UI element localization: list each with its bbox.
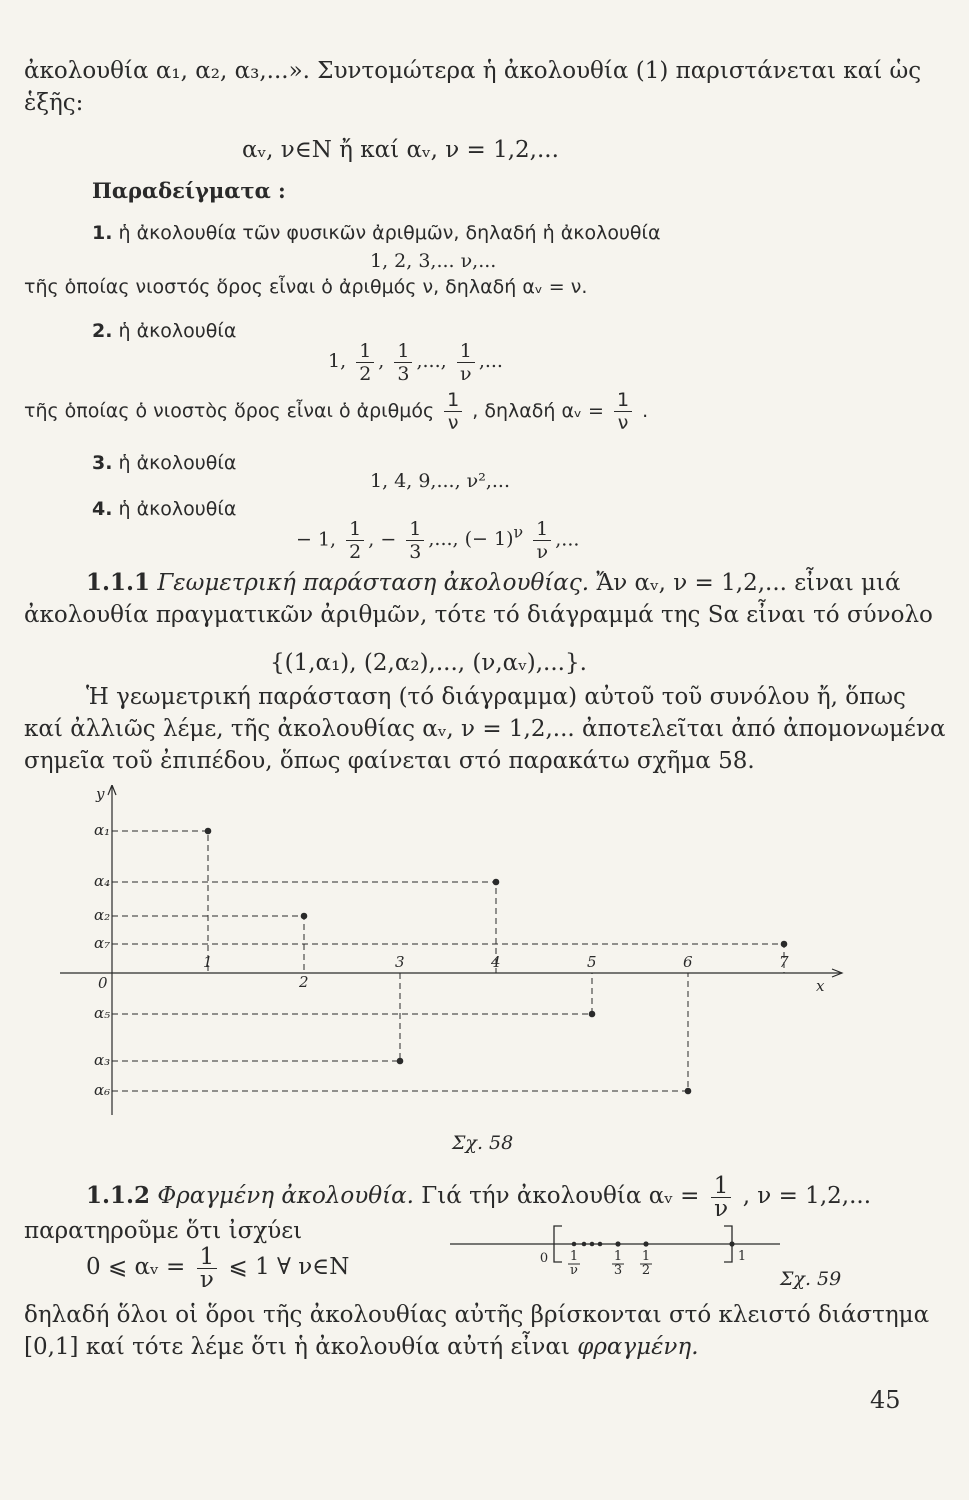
point-7 <box>781 941 788 948</box>
intro-line-1: ἀκολουθία α₁, α₂, α₃,...». Συντομώτερα ἡ ἀκολουθία (1) παριστάνεται καί ὡς <box>24 58 922 84</box>
label-a3: α₃ <box>94 1051 111 1069</box>
y-axis-label: y <box>96 785 105 803</box>
label-a6: α₆ <box>94 1081 111 1099</box>
example-4-text: ἡ ἀκολουθία <box>118 498 237 520</box>
example-2-text-2: τῆς ὁποίας ὁ νιοστὸς ὅρος εἶναι ὁ ἀριθμός $\frac{1}{\nu}$ , δηλαδή αᵥ = $\frac{1}{\nu}$ . <box>24 389 649 434</box>
svg-text:1: 1 <box>569 1249 579 1264</box>
figure-59 <box>450 1218 780 1292</box>
section-2-line-3: δηλαδή ὅλοι οἱ ὅροι τῆς ἀκολουθίας αὐτῆς βρίσκονται στό κλειστό διάστημα <box>24 1302 930 1328</box>
fig59-zero: 0 <box>539 1251 549 1266</box>
point-1 <box>205 828 212 835</box>
fig59-tick-2: 2 <box>641 1263 651 1278</box>
point-2 <box>301 913 308 920</box>
figure-58 <box>60 785 860 1120</box>
example-1 <box>92 218 661 248</box>
section-2-line-1-rest: Γιά τήν ἀκολουθία αᵥ = <box>421 1183 700 1209</box>
example-3-text: ἡ ἀκολουθία <box>118 452 237 474</box>
section-line-1-rest: Ἄν αᵥ, ν = 1,2,... εἶναι μιά <box>596 570 901 596</box>
tick-1: 1 <box>203 953 213 971</box>
example-2-text: ἡ ἀκολουθία <box>118 320 237 342</box>
example-4-sequence: − 1, $\frac{1}{2}$ , − $\frac{1}{3}$ ,..., (− 1)$^\nu$ $\frac{1}{\nu}$ ,... <box>296 517 580 563</box>
label-a4: α₄ <box>94 872 111 890</box>
frac-term: $\frac{1}{\nu}$ <box>444 389 462 434</box>
point-4 <box>493 879 500 886</box>
section-1-1-1-heading <box>86 568 901 598</box>
guide-a1 <box>112 831 208 973</box>
section-title: Γεωμετρική παράσταση ἀκολουθίας. <box>157 570 590 596</box>
example-4 <box>92 494 236 524</box>
frac-a-nu: $\frac{1}{\nu}$ <box>614 389 632 434</box>
section-2-line-4: [0,1] καί τότε λέμε ὅτι ἡ ἀκολουθία αὐτή εἶναι φραγμένη. <box>24 1334 699 1360</box>
tick-4: 4 <box>491 953 501 971</box>
origin-label: 0 <box>98 974 108 992</box>
fig59-one: 1 <box>737 1249 747 1264</box>
label-a7: α₇ <box>94 934 111 952</box>
section-1-set: {(1,α₁), (2,α₂),..., (ν,αᵥ),...}. <box>270 650 587 676</box>
word-bounded: φραγμένη. <box>577 1334 699 1360</box>
example-1-label: 1. <box>92 222 113 244</box>
fig59-tick-nu: ν <box>570 1263 578 1278</box>
figure-59-caption: Σχ. 59 <box>780 1268 842 1290</box>
frac-one-third: $\frac{1}{3}$ <box>394 340 412 385</box>
tick-3: 3 <box>395 953 405 971</box>
label-a1: α₁ <box>94 821 111 839</box>
example-3-sequence: 1, 4, 9,..., ν²,... <box>370 470 510 492</box>
example-2-sequence: 1, $\frac{1}{2}$ , $\frac{1}{3}$ ,..., $\frac{1}{\nu}$ ,... <box>328 339 503 385</box>
examples-heading: Παραδείγματα : <box>92 178 286 203</box>
example-4-label: 4. <box>92 498 113 520</box>
figure-58-caption: Σχ. 58 <box>452 1132 514 1154</box>
point-5 <box>589 1011 596 1018</box>
point-3 <box>397 1058 404 1065</box>
section-2-line-1-end: , ν = 1,2,... <box>742 1183 872 1209</box>
section-2-number: 1.1.2 <box>86 1182 151 1209</box>
svg-text:1: 1 <box>613 1249 623 1264</box>
label-a5: α₅ <box>94 1004 111 1022</box>
example-2 <box>92 316 236 346</box>
example-3-label: 3. <box>92 452 113 474</box>
section-2-title: Φραγμένη ἀκολουθία. <box>157 1183 414 1209</box>
tick-7: 7 <box>779 953 789 971</box>
frac-one-over-nu: $\frac{1}{\nu}$ <box>457 340 475 385</box>
example-1-text-2: τῆς ὁποίας νιοστός ὅρος εἶναι ὁ ἀριθμός ν, δηλαδή αᵥ = ν. <box>24 276 588 298</box>
page-number: 45 <box>870 1386 901 1414</box>
section-2-inequality: 0 ⩽ αᵥ = $\frac{1}{\nu}$ ⩽ 1 ∀ ν∈N <box>86 1243 350 1293</box>
fig59-tick-3: 3 <box>613 1263 623 1278</box>
section-number: 1.1.1 <box>86 569 151 596</box>
section-1-line-2: ἀκολουθία πραγματικῶν ἀριθμῶν, τότε τό διάγραμμά της Sα εἶναι τό σύνολο <box>24 602 933 628</box>
tick-5: 5 <box>587 953 597 971</box>
intro-line-2: ἑξῆς: <box>24 90 84 116</box>
intro-formula: αᵥ, ν∈N ἤ καί αᵥ, ν = 1,2,... <box>242 137 559 163</box>
section-1-p2-line-2: καί ἀλλιῶς λέμε, τῆς ἀκολουθίας αᵥ, ν = 1,2,... ἀποτελεῖται ἀπό ἀπομονωμένα <box>24 716 946 742</box>
point-6 <box>685 1088 692 1095</box>
tick-2: 2 <box>299 973 309 991</box>
example-1-text: ἡ ἀκολουθία τῶν φυσικῶν ἀριθμῶν, δηλαδή ἡ ἀκολουθία <box>118 222 661 244</box>
example-2-label: 2. <box>92 320 113 342</box>
guide-a6 <box>112 973 688 1091</box>
x-axis-label: x <box>816 977 825 995</box>
tick-6: 6 <box>683 953 693 971</box>
label-a2: α₂ <box>94 906 111 924</box>
frac-one-half: $\frac{1}{2}$ <box>356 340 374 385</box>
section-1-p2-line-3: σημεῖα τοῦ ἐπιπέδου, ὅπως φαίνεται στό παρακάτω σχῆμα 58. <box>24 748 755 774</box>
section-1-1-2-heading: 1.1.2 Φραγμένη ἀκολουθία. Γιά τήν ἀκολουθία αᵥ = $\frac{1}{\nu}$ , ν = 1,2,... <box>86 1172 872 1222</box>
svg-text:1: 1 <box>641 1249 651 1264</box>
guide-a5 <box>112 973 592 1014</box>
example-1-sequence: 1, 2, 3,... ν,... <box>370 250 497 272</box>
example-3 <box>92 448 236 478</box>
section-2-line-2: παρατηροῦμε ὅτι ἰσχύει <box>24 1218 303 1244</box>
guide-a3 <box>112 973 400 1061</box>
section-1-p2-line-1: Ἡ γεωμετρική παράσταση (τό διάγραμμα) αὐτοῦ τοῦ συνόλου ἤ, ὅπως <box>86 684 906 710</box>
